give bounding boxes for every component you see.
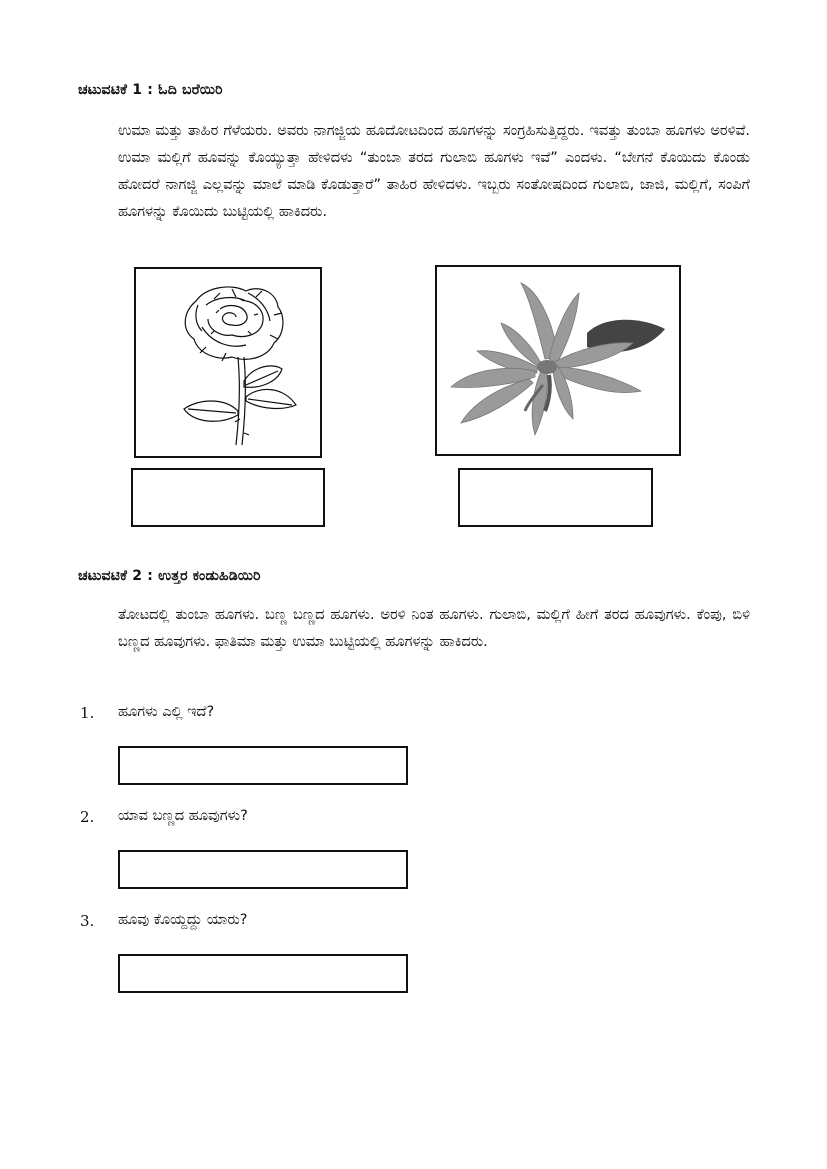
activity2-heading: ಚಟುವಟಿಕೆ 2 : ಉತ್ತರ ಕಂಡುಹಿಡಿಯಿರಿ [78,568,261,584]
answer-box-3[interactable] [118,954,408,993]
question-number: 1. [80,704,95,722]
champak-answer-box[interactable] [458,468,653,527]
question-number: 3. [80,912,95,930]
rose-image-frame [134,267,322,458]
activity2-paragraph: ತೋಟದಲ್ಲಿ ತುಂಬಾ ಹೂಗಳು. ಬಣ್ಣ ಬಣ್ಣದ ಹೂಗಳು. ಅರಳಿ ನಿಂತ ಹೂಗಳು. ಗುಲಾಬಿ, ಮಲ್ಲಿಗೆ ಹೀಗೆ ತರದ ಹೂವುಗಳು. ಕೆಂಪು, ಬಿಳಿ ಬಣ್ಣದ ಹೂವುಗಳು. ಫಾತಿಮಾ ಮತ್ತು ಉಮಾ ಬುಟ್ಟಿಯಲ್ಲಿ ಹೂಗಳನ್ನು ಹಾಕಿದರು. [118,607,750,650]
rose-drawing-icon [136,269,320,456]
answer-box-2[interactable] [118,850,408,889]
champak-flower-photo-icon [437,267,679,454]
champak-image-frame [435,265,681,456]
question-text: ಹೂವು ಕೊಯ್ದದ್ದು ಯಾರು? [118,912,248,928]
question-text: ಯಾವ ಬಣ್ಣದ ಹೂವುಗಳು? [118,808,248,824]
activity1-heading: ಚಟುವಟಿಕೆ 1 : ಓದಿ ಬರೆಯಿರಿ [78,82,223,98]
rose-answer-box[interactable] [131,468,325,527]
answer-box-1[interactable] [118,746,408,785]
question-text: ಹೂಗಳು ಎಲ್ಲಿ ಇದೆ? [118,704,215,720]
question-number: 2. [80,808,95,826]
activity1-paragraph: ಉಮಾ ಮತ್ತು ತಾಹಿರ ಗೆಳೆಯರು. ಅವರು ನಾಗಜ್ಜಿಯ ಹೂದೋಟದಿಂದ ಹೂಗಳನ್ನು ಸಂಗ್ರಹಿಸುತ್ತಿದ್ದರು. ಇವತ್ತು ತುಂಬಾ ಹೂಗಳು ಅರಳಿವೆ. ಉಮಾ ಮಲ್ಲಿಗೆ ಹೂವನ್ನು ಕೊಯ್ಯುತ್ತಾ ಹೇಳಿದಳು “ತುಂಬಾ ತರದ ಗುಲಾಬಿ ಹೂಗಳು ಇವೆ” ಎಂದಳು. “ಬೇಗನೆ ಕೊಯಿದು ಕೊಂಡು ಹೋದರೆ ನಾಗಜ್ಜಿ ಎಲ್ಲವನ್ನು ಮಾಲೆ ಮಾಡಿ ಕೊಡುತ್ತಾರೆ” ತಾಹಿರ ಹೇಳಿದಳು. ಇಬ್ಬರು ಸಂತೋಷದಿಂದ ಗುಲಾಬಿ, ಜಾಜಿ, ಮಲ್ಲಿಗೆ, ಸಂಪಿಗೆ ಹೂಗಳನ್ನು ಕೊಯಿದು ಬುಟ್ಟಿಯಲ್ಲಿ ಹಾಕಿದರು. [118,123,750,220]
